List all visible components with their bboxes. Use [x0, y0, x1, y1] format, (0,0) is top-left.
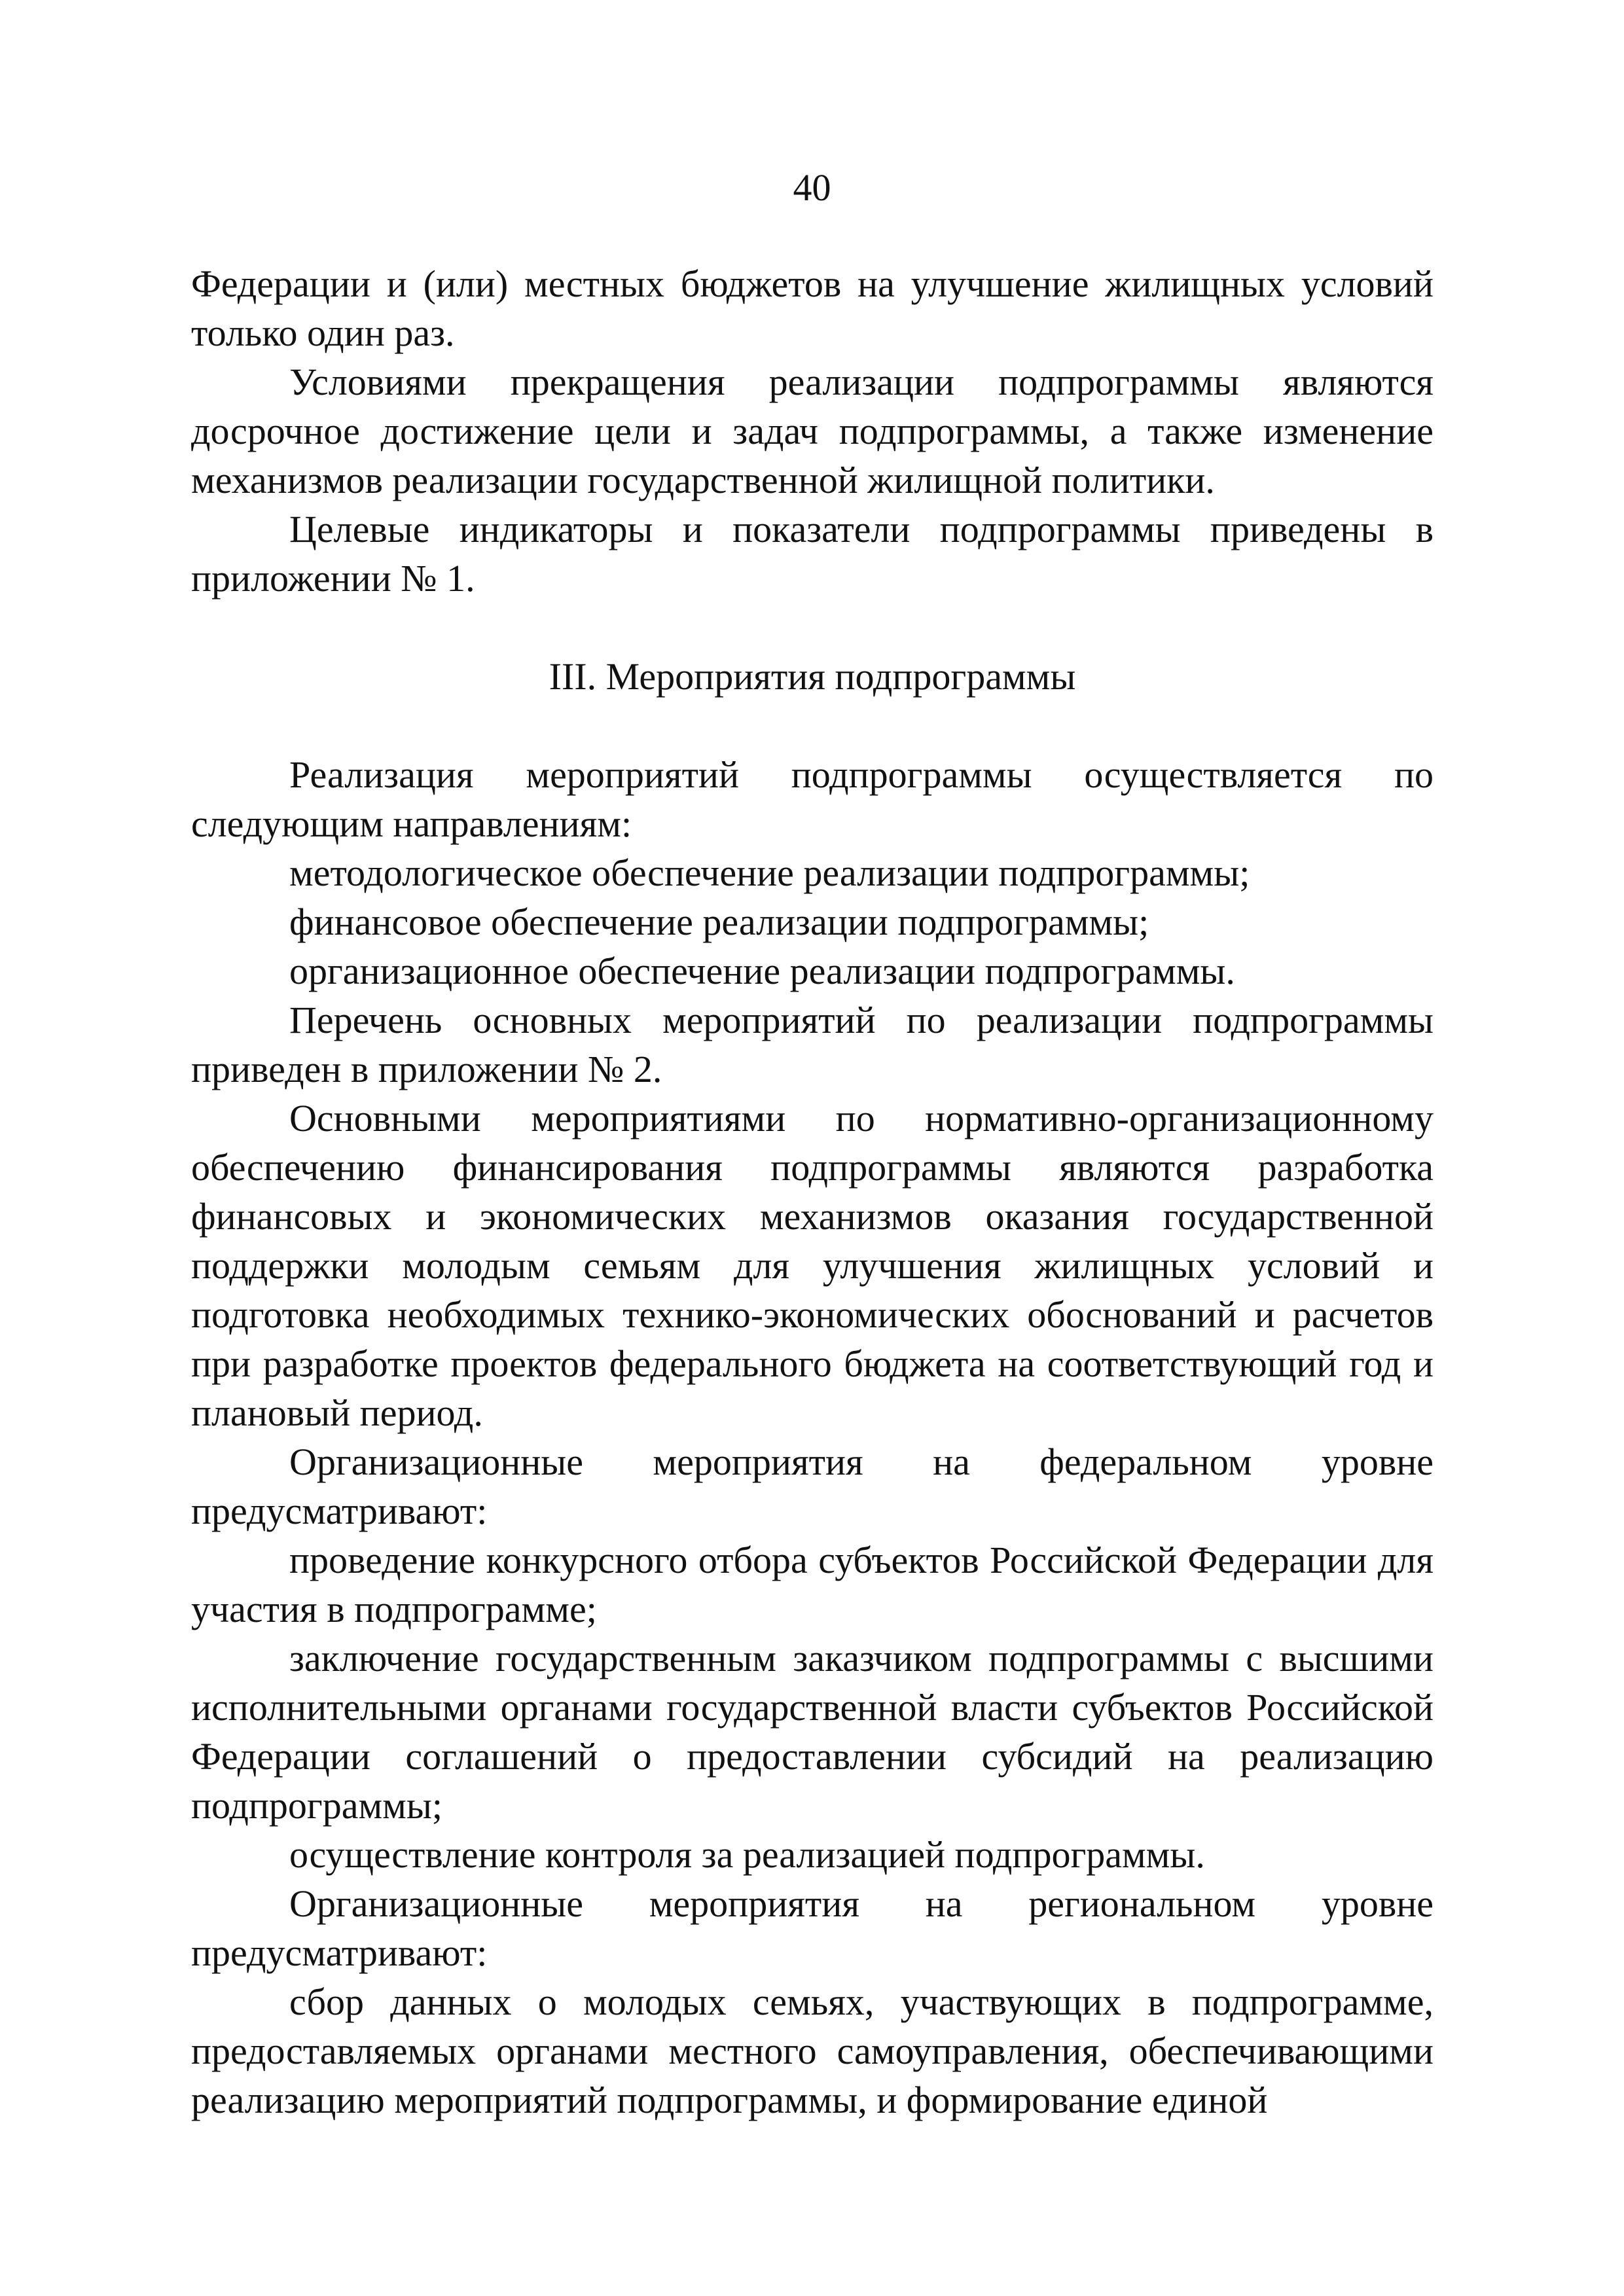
paragraph-continuation: Федерации и (или) местных бюджетов на улучшение жилищных условий только один раз. — [191, 262, 1434, 354]
list-item: сбор данных о молодых семьях, участвующих в подпрограмме, предоставляемых органами местного самоуправления, обеспечивающими реализацию мероприятий подпрограммы, и формирование единой — [191, 1981, 1434, 2121]
list-item: осуществление контроля за реализацией подпрограммы. — [289, 1833, 1205, 1876]
section-heading: III. Мероприятия подпрограммы — [549, 655, 1076, 698]
paragraph: Организационные мероприятия на региональном уровне предусматривают: — [191, 1882, 1434, 1974]
list-item: заключение государственным заказчиком подпрограммы с высшими исполнительными органами государственной власти субъектов Российской Федерации соглашений о предоставлении субсидий на реализацию подпрограммы; — [191, 1637, 1434, 1827]
paragraph: Целевые индикаторы и показатели подпрограммы приведены в приложении № 1. — [191, 508, 1434, 600]
paragraph: Основными мероприятиями по нормативно-организационному обеспечению финансирования подпрограммы являются разработка финансовых и экономических механизмов оказания государственной поддержки молодым семьям для улучшения жилищных условий и подготовка необходимых технико-экономических обоснований и расчетов при разработке проектов федерального бюджета на соответствующий год и плановый период. — [191, 1097, 1434, 1434]
list-item: финансовое обеспечение реализации подпрограммы; — [289, 901, 1149, 943]
list-item: организационное обеспечение реализации подпрограммы. — [289, 950, 1235, 992]
paragraph: Условиями прекращения реализации подпрограммы являются досрочное достижение цели и задач подпрограммы, а также изменение механизмов реализации государственной жилищной политики. — [191, 361, 1434, 501]
list-item: методологическое обеспечение реализации подпрограммы; — [289, 852, 1250, 894]
list-item: проведение конкурсного отбора субъектов Российской Федерации для участия в подпрограмме; — [191, 1539, 1434, 1630]
paragraph: Перечень основных мероприятий по реализации подпрограммы приведен в приложении № 2. — [191, 999, 1434, 1090]
paragraph: Реализация мероприятий подпрограммы осуществляется по следующим направлениям: — [191, 753, 1434, 845]
document-body — [191, 259, 1434, 2125]
paragraph: Организационные мероприятия на федеральном уровне предусматривают: — [191, 1441, 1434, 1532]
page-number: 40 — [793, 166, 831, 209]
